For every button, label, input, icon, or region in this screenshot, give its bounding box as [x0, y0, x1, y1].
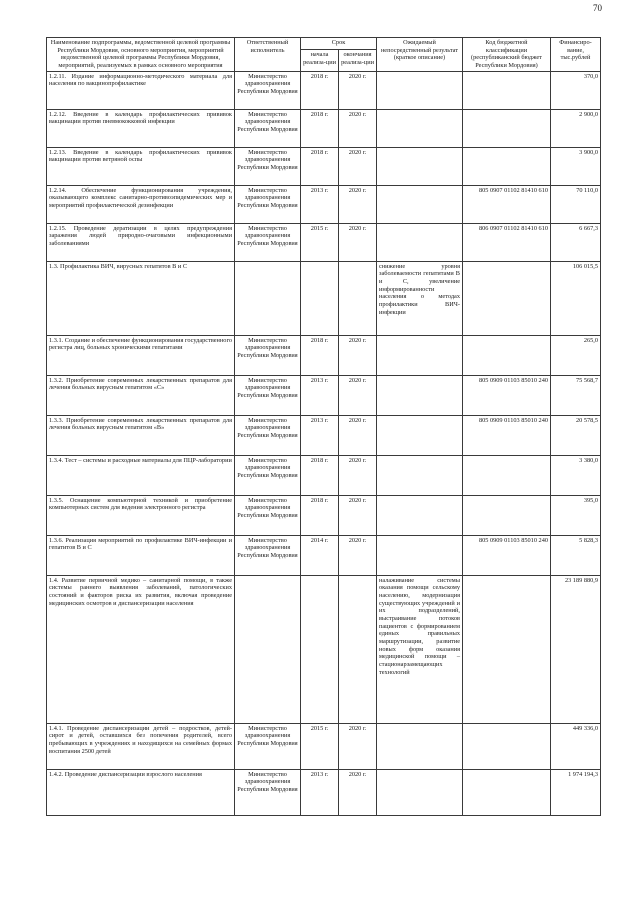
row-financing: 75 568,7	[551, 375, 601, 415]
row-executor	[235, 575, 301, 723]
table-row	[47, 335, 601, 375]
row-start	[301, 575, 339, 723]
table-row	[47, 375, 601, 415]
row-name: 1.3. Профилактика ВИЧ, вирусных гепатитов В и С	[47, 261, 235, 335]
row-executor: Министерство здравоохранения Республики Мордовия	[235, 335, 301, 375]
row-end: 2020 г.	[339, 71, 377, 109]
row-end: 2020 г.	[339, 185, 377, 223]
row-executor: Министерство здравоохранения Республики Мордовия	[235, 723, 301, 769]
row-start: 2014 г.	[301, 535, 339, 575]
table-body	[47, 71, 601, 815]
row-result: налаживание системы оказания помощи сельскому населению, модернизация существующих учреждений и их подразделений, выстраивание потоков пациентов с формированием единых правильных маршрутизации, развитие новых форм оказания медицинской помощи – стационарзамещающих технологий	[377, 575, 463, 723]
row-name: 1.3.6. Реализация мероприятий по профилактике ВИЧ-инфекции и гепатитов В и С	[47, 535, 235, 575]
row-start: 2013 г.	[301, 375, 339, 415]
row-start: 2018 г.	[301, 335, 339, 375]
row-name: 1.2.15. Проведение дератизации в целях предупреждения заражения людей природно-очаговыми инфекционными заболеваниями	[47, 223, 235, 261]
row-end: 2020 г.	[339, 415, 377, 455]
row-name: 1.4.1. Проведение диспансеризации детей – подростков, детей- сирот и детей, оставшихся без попечения родителей, всего пребывающих в учреждениях и находящихся на семейных формах воспитания 2500 детей	[47, 723, 235, 769]
row-code	[463, 71, 551, 109]
table-row	[47, 575, 601, 723]
row-start: 2015 г.	[301, 223, 339, 261]
row-start: 2018 г.	[301, 147, 339, 185]
row-end: 2020 г.	[339, 535, 377, 575]
row-name: 1.3.5. Оснащение компьютерной техникой и приобретение компьютерных систем для ведения электронного регистра	[47, 495, 235, 535]
row-result: снижение уровня заболеваемости гепатитами В и С, увеличение информированности населения о методах профилактики ВИЧ-инфекции	[377, 261, 463, 335]
row-executor: Министерство здравоохранения Республики Мордовия	[235, 535, 301, 575]
row-code: 805 0909 01103 85010 240	[463, 375, 551, 415]
row-name: 1.3.2. Приобретение современных лекарственных препаратов для лечения больных вирусным гепатитом «С»	[47, 375, 235, 415]
row-end: 2020 г.	[339, 147, 377, 185]
row-executor	[235, 261, 301, 335]
row-end: 2020 г.	[339, 769, 377, 815]
row-end: 2020 г.	[339, 723, 377, 769]
table-row	[47, 185, 601, 223]
row-financing: 3 900,0	[551, 147, 601, 185]
header-term: Срок	[301, 38, 377, 50]
row-executor: Министерство здравоохранения Республики Мордовия	[235, 185, 301, 223]
row-start: 2013 г.	[301, 415, 339, 455]
row-start: 2015 г.	[301, 723, 339, 769]
row-financing: 370,0	[551, 71, 601, 109]
row-start: 2018 г.	[301, 109, 339, 147]
row-start	[301, 261, 339, 335]
row-executor: Министерство здравоохранения Республики Мордовия	[235, 71, 301, 109]
row-financing: 23 189 880,9	[551, 575, 601, 723]
row-result	[377, 71, 463, 109]
row-code	[463, 455, 551, 495]
row-code: 805 0907 01102 81410 610	[463, 185, 551, 223]
row-financing: 5 828,3	[551, 535, 601, 575]
row-code	[463, 723, 551, 769]
row-name: 1.2.13. Введение в календарь профилактических прививок вакцинации против ветряной оспы	[47, 147, 235, 185]
page-number: 70	[593, 3, 602, 13]
table-row	[47, 455, 601, 495]
program-table	[46, 37, 601, 816]
row-name: 1.3.1. Создание и обеспечение функционирования государственного регистра лиц, больных хроническими гепатитами	[47, 335, 235, 375]
row-financing: 2 900,0	[551, 109, 601, 147]
row-code	[463, 109, 551, 147]
table-row	[47, 495, 601, 535]
row-start: 2018 г.	[301, 495, 339, 535]
row-end: 2020 г.	[339, 109, 377, 147]
row-name: 1.2.12. Введение в календарь профилактических прививок вакцинации против пневмококковой инфекции	[47, 109, 235, 147]
row-executor: Министерство здравоохранения Республики Мордовия	[235, 455, 301, 495]
header-executor: Ответственный исполнитель	[235, 38, 301, 72]
row-result	[377, 375, 463, 415]
header-financing: Финансиро-вание, тыс.рублей	[551, 38, 601, 72]
row-financing: 70 110,0	[551, 185, 601, 223]
row-code: 805 0909 01103 85010 240	[463, 415, 551, 455]
row-executor: Министерство здравоохранения Республики Мордовия	[235, 375, 301, 415]
row-result	[377, 185, 463, 223]
row-result	[377, 455, 463, 495]
row-result	[377, 535, 463, 575]
row-financing: 3 380,0	[551, 455, 601, 495]
row-start: 2018 г.	[301, 71, 339, 109]
row-financing: 106 015,5	[551, 261, 601, 335]
row-end: 2020 г.	[339, 375, 377, 415]
row-start: 2013 г.	[301, 185, 339, 223]
row-result	[377, 415, 463, 455]
row-code: 805 0909 01103 85010 240	[463, 535, 551, 575]
row-financing: 6 667,3	[551, 223, 601, 261]
row-result	[377, 769, 463, 815]
row-executor: Министерство здравоохранения Республики Мордовия	[235, 223, 301, 261]
table-row	[47, 71, 601, 109]
row-financing: 449 336,0	[551, 723, 601, 769]
row-code	[463, 575, 551, 723]
row-name: 1.4. Развитие первичной медико – санитарной помощи, в также системы раннего выявления заболеваний, патологических состояний и факторов риска их развития, включая проведение медицинских осмотров и диспансеризации населения	[47, 575, 235, 723]
row-executor: Министерство здравоохранения Республики Мордовия	[235, 147, 301, 185]
row-executor: Министерство здравоохранения Республики Мордовия	[235, 415, 301, 455]
row-result	[377, 335, 463, 375]
row-name: 1.4.2. Проведение диспансеризации взрослого населения	[47, 769, 235, 815]
table-row	[47, 535, 601, 575]
row-code	[463, 335, 551, 375]
table-row	[47, 723, 601, 769]
row-start: 2018 г.	[301, 455, 339, 495]
header-term-end: окончания реализа-ции	[339, 50, 377, 71]
table-row	[47, 223, 601, 261]
row-result	[377, 109, 463, 147]
header-result: Ожидаемый непосредственный результат (краткое описание)	[377, 38, 463, 72]
header-name: Наименование подпрограммы, ведомственной целевой программы Республики Мордовия, основного мероприятия, мероприятий ведомственной целевой программы Республики Мордовия, мероприятий, реализуемых в рамках основного мероприятия	[47, 38, 235, 72]
row-code	[463, 147, 551, 185]
table-row	[47, 415, 601, 455]
table-row	[47, 147, 601, 185]
row-start: 2013 г.	[301, 769, 339, 815]
row-name: 1.3.3. Приобретение современных лекарственных препаратов для лечения больных вирусным гепатитом «В»	[47, 415, 235, 455]
row-executor: Министерство здравоохранения Республики Мордовия	[235, 495, 301, 535]
row-result	[377, 723, 463, 769]
row-result	[377, 147, 463, 185]
row-financing: 395,0	[551, 495, 601, 535]
row-financing: 20 578,5	[551, 415, 601, 455]
row-code	[463, 261, 551, 335]
row-name: 1.2.11. Издание информационно-методического материала для населения по вакцинопрофилактике	[47, 71, 235, 109]
row-result	[377, 495, 463, 535]
table-row	[47, 109, 601, 147]
row-financing: 1 974 194,3	[551, 769, 601, 815]
row-code: 806 0907 01102 81410 610	[463, 223, 551, 261]
row-end: 2020 г.	[339, 223, 377, 261]
table-row	[47, 769, 601, 815]
row-name: 1.3.4. Тест – системы и расходные материалы для ПЦР-лаборатории	[47, 455, 235, 495]
row-end	[339, 575, 377, 723]
row-end	[339, 261, 377, 335]
table-row	[47, 261, 601, 335]
header-term-start: начала реализа-ции	[301, 50, 339, 71]
row-code	[463, 495, 551, 535]
header-row	[47, 38, 601, 50]
row-name: 1.2.14. Обеспечение функционирования учреждения, оказывающего комплекс санитарно-противоэпидемических мер и мероприятий профилактической дезинфекции	[47, 185, 235, 223]
row-end: 2020 г.	[339, 455, 377, 495]
header-code: Код бюджетной классификации (республиканский бюджет Республики Мордовия)	[463, 38, 551, 72]
row-result	[377, 223, 463, 261]
row-end: 2020 г.	[339, 335, 377, 375]
row-financing: 265,0	[551, 335, 601, 375]
row-executor: Министерство здравоохранения Республики Мордовия	[235, 769, 301, 815]
row-end: 2020 г.	[339, 495, 377, 535]
row-code	[463, 769, 551, 815]
row-executor: Министерство здравоохранения Республики Мордовия	[235, 109, 301, 147]
